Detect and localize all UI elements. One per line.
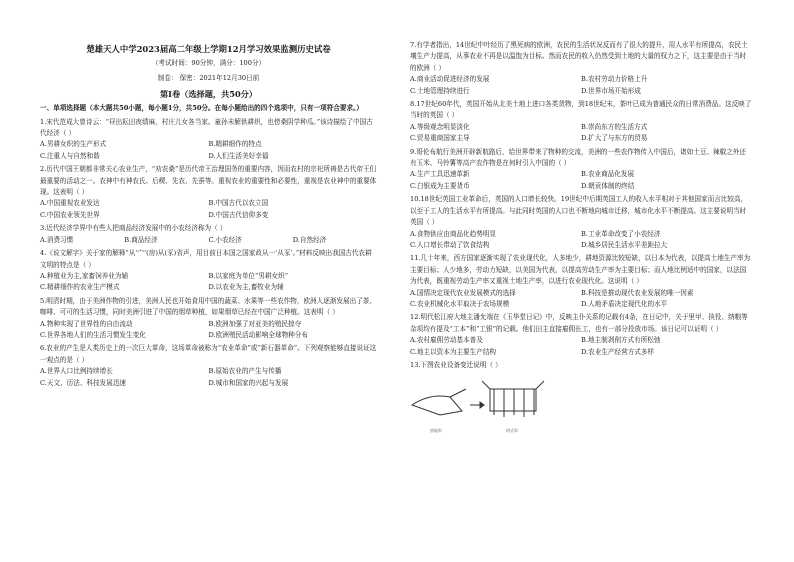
option: A.国情决定现代农业发展模式的选择 <box>410 288 516 297</box>
option: B.地主制剥削方式有所松弛 <box>581 336 661 345</box>
question-options <box>410 74 752 97</box>
question-options <box>410 229 752 252</box>
questions-right <box>410 40 752 371</box>
option: A.中国重视农业发达 <box>40 199 100 208</box>
curved-plough-shape <box>412 396 462 415</box>
question-stem: 12.明代松江府大地主潘允端在《玉华堂日记》中，反映主仆关系的记载有4条，在日记中，关于里甲、执役、纳粮等杂项均有提及“工本”和“工银”的记载。他们田主直接雇佣长工，也有一部分投放市场。该日记可以证明（ ） <box>410 313 748 333</box>
option: D.世界市场开始形成 <box>581 86 641 95</box>
question-options <box>410 169 752 192</box>
option: D.农业生产经营方式多样 <box>581 347 655 356</box>
option: B.农村劳动力价格上升 <box>581 75 648 84</box>
option: A.消费习惯 <box>40 235 74 244</box>
option: D.自然经济 <box>292 235 327 244</box>
question <box>410 253 752 310</box>
option: B.农业商品化发展 <box>581 170 635 179</box>
option: C.天文、历法、科技发展迅速 <box>40 378 127 387</box>
question <box>40 248 377 294</box>
question-options <box>410 288 752 311</box>
question-stem: 7.有学者指出，14世纪中叶经历了黑死病的欧洲，农民的生活状况反而有了很大的提升，用人水平有所提高，农民土壤生产力提高，从事农业不再是以温饱为目标。然而农民的收入仍然受到土地的大量的权力之下，这主要是由于当时的欧洲（ ） <box>410 41 748 72</box>
option: C.地主以资本为主要生产结构 <box>410 347 497 356</box>
question <box>410 312 752 358</box>
question-stem: 4.《说文解字》关于家的解释“从‘宀’(房)从(豕)省声，用目前日本国之国家政从一‘从豕’。”材料反映出我国古代农耕文明的特点是（ ） <box>40 249 372 269</box>
question-stem: 13.下图农业设备变迁说明（ ） <box>410 360 502 369</box>
option: D.扩大了与东方的贸易 <box>581 134 648 143</box>
right-column <box>410 0 752 435</box>
question <box>410 360 752 371</box>
option: D.中国古代信仰多变 <box>208 210 269 219</box>
seeder-tines <box>494 389 534 417</box>
question <box>40 296 377 342</box>
option: B.工业革命改变了小农经济 <box>581 229 661 238</box>
question-stem: 10.18世纪英国工业革命后，英国的人口增长较快。19世纪中后期英国工人的收入水平相对于其他国家而言比较高，以至于工人的生活水平有所提高。与此同时英国的人口也不断地向城市迁移，城市化水平不断提高。这主要说明当时英国（ ） <box>410 195 748 227</box>
option: A.男耕女织的生产形式 <box>40 140 107 149</box>
option: D.朝贡体制的终结 <box>581 181 635 190</box>
option: B.科技是推动现代农业发展的唯一因素 <box>581 288 694 297</box>
questions-left <box>40 117 377 389</box>
option: C.世界各地人们的生活习惯发生变化 <box>40 330 146 339</box>
volume-heading: 第Ⅰ卷（选择题，共50分） <box>159 88 258 99</box>
left-column <box>40 0 377 389</box>
arrow-head <box>480 402 484 408</box>
option: D.以农业为主,畜牧业为辅 <box>208 283 284 292</box>
exam-title: 楚雄天人中学2023届高二年级上学期12月学习效果监测历史试卷 <box>86 44 331 54</box>
figure-label-right: 耕式犁 <box>506 428 518 434</box>
question-options <box>40 271 377 294</box>
question <box>40 117 377 163</box>
option: B.原始农业的产生与传播 <box>208 367 282 376</box>
question-stem: 9.哥伦布航行美洲开辟新航路后，给世界带来了物种的交流，美洲的一些农作物传入中国后，诸如土豆、辣椒之外还有玉米、马铃薯等高产农作物是在何时引入中国的（ ） <box>410 147 746 168</box>
question <box>40 223 377 246</box>
question-stem: 5.明清时期，由于美洲作物的引进，美洲人民也开始食用中国的蔬菜、水果等一些农作物，欧洲人逐渐发展出了茶、咖啡、可可的生活习惯，同时美洲引进了中国的烟草种植，如果烟草已经在中国广泛种植。这表明（ ） <box>40 296 376 317</box>
option: C.注重人与自然和谐 <box>40 151 100 160</box>
question-stem: 11.几十年来，西方国家逐渐实现了农业现代化，人多地少，耕地资源比较短缺，以日本为代表，以提高土地生产率为主要目标；人少地多，劳动力短缺，以美国为代表，以提高劳动生产率为主要目标；而人地比例适中的国家，以法国为代表，既重视劳动生产率又重视土地生产率，以进行农业现代化。这说明（ ） <box>410 254 751 286</box>
seeder-handles <box>482 381 544 389</box>
option: A.农村雇佣劳动基本普及 <box>410 336 483 345</box>
option: C.人口增长带动了饮食结构 <box>410 240 490 249</box>
option: C.精耕细作的农业生产模式 <box>40 283 120 292</box>
question-stem: 2.历代中国王朝都非常关心农业生产，“劝农桑”是历代帝王治理国务的重要内容，因而农村的宗祀所祷是古代帝王们最重要的活动之一。农神中有神农氏、后稷、先农、先蚕等。重视农业的重要性和必要性，重视是农业神中的重要体现。这表明（ ） <box>40 165 377 197</box>
question-options <box>40 235 377 246</box>
option: B.精耕细作的特点 <box>208 140 262 149</box>
figure-label-left: 曲辕犁 <box>430 428 442 434</box>
option: D.人们生活美好幸福 <box>208 151 269 160</box>
question-options <box>40 366 377 389</box>
option: C.小农经济 <box>208 235 242 244</box>
question-options <box>410 122 752 145</box>
option: A.商业活动促进经济的发展 <box>410 75 490 84</box>
option: C.白银成为主要货币 <box>410 181 470 190</box>
question <box>410 99 752 145</box>
option: A.食物供应由商品化趋势明显 <box>410 229 496 238</box>
question <box>410 147 752 193</box>
seeder-frame <box>490 389 536 411</box>
section-heading: 一、单项选择题（本大题共50小题，每小题1分，共50分。在每小题给出的四个选项中，只有一项符合要求。） <box>40 104 363 113</box>
question-stem: 1.宋代范成大曾诗云：“昼出耘田夜绩麻，村庄儿女各当家。童孙未解供耕织，也傍桑阴学种瓜。”该诗描绘了中国古代经济（ ） <box>40 117 373 138</box>
question-stem: 8.17世纪60年代，英国开始从北美土地上进口各类货物，到18世纪末，茶叶已成为普通民众的日常消费品。这反映了当时的英国（ ） <box>410 100 752 120</box>
option: D.城乡居民生活水平差距拉大 <box>581 240 668 249</box>
plough-illustration <box>410 375 752 435</box>
exam-time-info: （考试时间：90分钟，满分：100分） <box>151 59 266 67</box>
question-stem: 3.近代经济学界中有些人把商品经济发展中的小农经济称为（ ） <box>40 224 227 233</box>
question <box>40 343 377 389</box>
question <box>410 194 752 251</box>
question <box>410 40 752 97</box>
option: A.物种实现了世界性的自由流动 <box>40 319 133 328</box>
option: A.种植业为主,家畜饲养业为辅 <box>40 271 129 280</box>
option: B.欧洲加强了对亚美的殖民掠夺 <box>208 319 302 328</box>
option: A.生产工具迅速革新 <box>410 170 470 179</box>
option: C.贸易重商国家主导 <box>410 134 470 143</box>
option: A.世界人口比例持续增长 <box>40 367 113 376</box>
question-options <box>40 198 377 221</box>
option: D.人地矛盾决定现代化的水平 <box>581 299 668 308</box>
option: B.商品经济 <box>124 235 158 244</box>
question-stem: 6.农业的产生是人类历史上的一次巨大革命，这场革命被称为“农业革命”或“新石器革命”。下列观察能够直接说证这一观点的是（ ） <box>40 344 377 364</box>
option: C.土地管理持续进行 <box>410 86 470 95</box>
option: B.以家庭为单位“男耕女织” <box>208 271 289 280</box>
option: C.中国农业领先世界 <box>40 210 100 219</box>
option: B.中国古代以农立国 <box>208 199 269 208</box>
option: D.城市和国家的兴起与发展 <box>208 378 289 387</box>
option: A.等级观念明显淡化 <box>410 122 470 131</box>
question-options <box>40 319 377 342</box>
curved-plough-handle <box>450 389 466 397</box>
option: D.欧洲殖民活动影响全球物种分布 <box>208 330 308 339</box>
question <box>40 164 377 221</box>
question-options <box>410 335 752 358</box>
option: B.崇尚东方的生活方式 <box>581 122 648 131</box>
option: C.农业机械化水平取决于农场规模 <box>410 299 510 308</box>
question-options <box>40 139 377 162</box>
exam-author-info: 制卷： 保密：2021年12月30日前 <box>157 74 260 83</box>
